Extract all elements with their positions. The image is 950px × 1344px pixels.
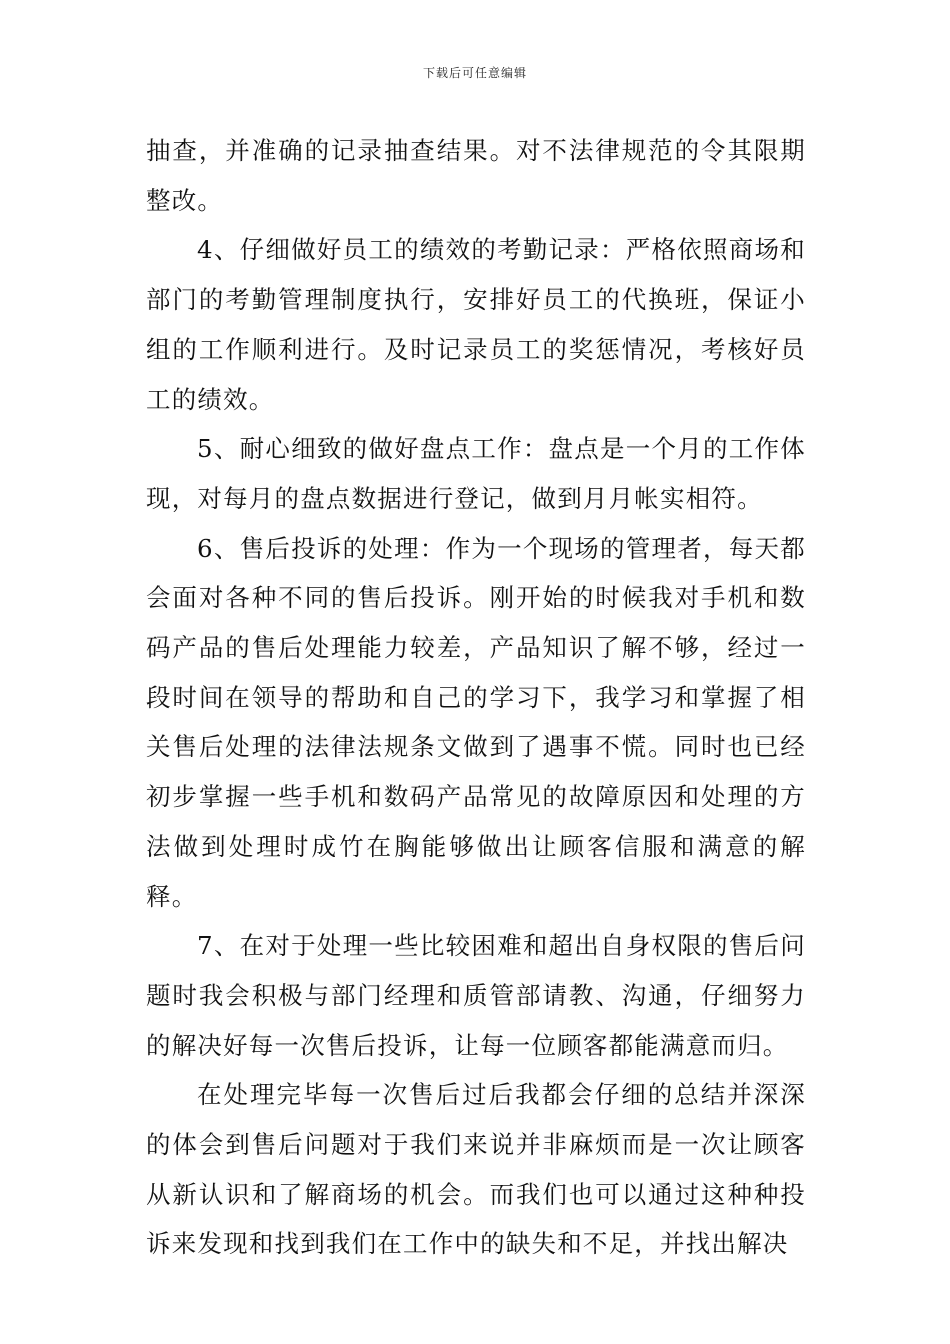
paragraph-item-7: 7、在对于处理一些比较困难和超出自身权限的售后问题时我会积极与部门经理和质管部请教、沟通，仔细努力的解决好每一次售后投诉，让每一位顾客都能满意而归。	[146, 931, 806, 1060]
paragraph-item-5: 5、耐心细致的做好盘点工作：盘点是一个月的工作体现，对每月的盘点数据进行登记，做到月月帐实相符。	[146, 434, 806, 513]
paragraph-item-6: 6、售后投诉的处理：作为一个现场的管理者，每天都会面对各种不同的售后投诉。刚开始的时候我对手机和数码产品的售后处理能力较差，产品知识了解不够，经过一段时间在领导的帮助和自己的学习下，我学习和掌握了相关售后处理的法律法规条文做到了遇事不慌。同时也已经初步掌握一些手机和数码产品常见的故障原因和处理的方法做到处理时成竹在胸能够做出让顾客信服和满意的解释。	[146, 533, 806, 911]
paragraph-continuation: 抽查，并准确的记录抽查结果。对不法律规范的令其限期整改。	[146, 136, 806, 215]
paragraph-summary: 在处理完毕每一次售后过后我都会仔细的总结并深深的体会到售后问题对于我们来说并非麻烦而是一次让顾客从新认识和了解商场的机会。而我们也可以通过这种种投诉来发现和找到我们在工作中的缺失和不足，并找出解决	[146, 1080, 806, 1259]
document-body	[146, 126, 806, 1269]
page-header: 下载后可任意编辑	[422, 66, 527, 80]
paragraph-item-4: 4、仔细做好员工的绩效的考勤记录：严格依照商场和部门的考勤管理制度执行，安排好员工的代换班，保证小组的工作顺利进行。及时记录员工的奖惩情况，考核好员工的绩效。	[146, 235, 806, 414]
